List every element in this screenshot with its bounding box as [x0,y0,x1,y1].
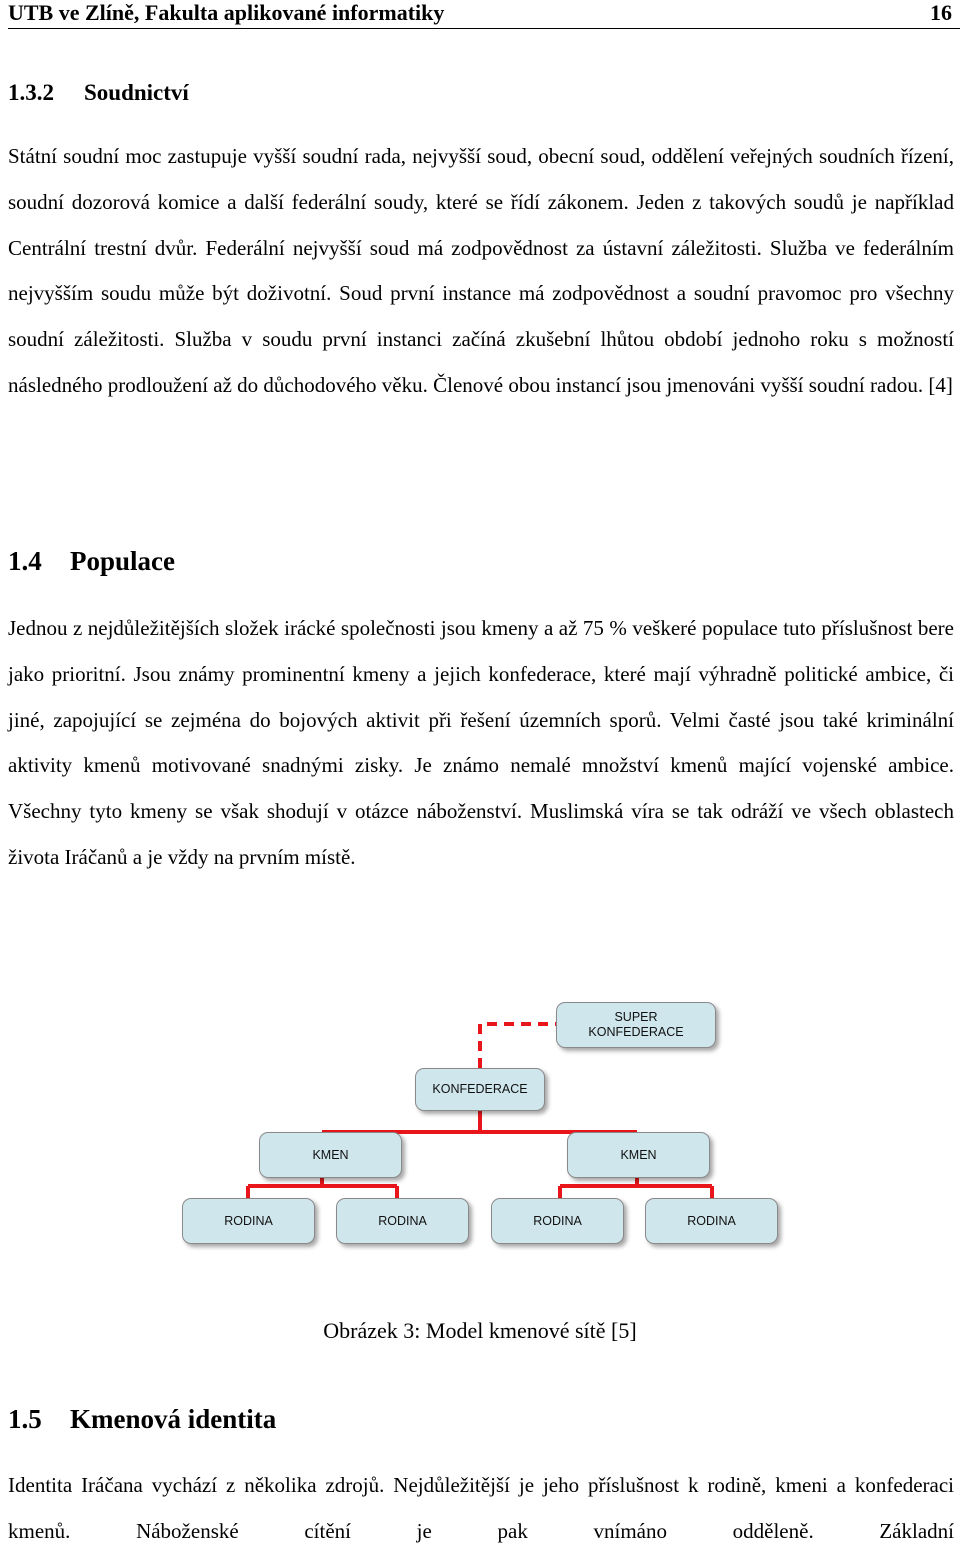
paragraph-populace: Jednou z nejdůležitějších složek irácké společnosti jsou kmeny a až 75 % veškeré populace tuto příslušnost bere jako prioritní. Jsou známy prominentní kmeny a jejich konfederace, které mají výhradně politické ambice, či jiné, zapojující se zejména do bojových aktivit při řešení územních sporů. Velmi časté jsou také kriminální aktivity kmenů motivované snadnými zisky. Je známo nemalé množství kmenů mající vojenské ambice. Všechny tyto kmeny se však shodují v otázce náboženství. Muslimská víra se tak odráží ve všech oblastech života Iráčanů a je vždy na prvním místě. [8,616,954,869]
header-title: UTB ve Zlíně, Fakulta aplikované informatiky [8,0,445,25]
node-label: RODINA [687,1213,736,1228]
node-super-line2: KONFEDERACE [588,1025,684,1039]
section-heading-populace [8,546,175,577]
page-header [8,0,960,29]
node-rodina-4 [645,1198,778,1244]
node-label: RODINA [378,1213,427,1228]
node-konfederace [415,1068,545,1111]
paragraph-kmenova-identita: Identita Iráčana vychází z několika zdrojů. Nejdůležitější je jeho příslušnost k rodině, kmeni a konfederaci kmenů. Náboženské cítění je pak vnímáno odděleně. Základní [8,1473,954,1543]
dashed-link-super-confederation [480,1024,556,1068]
node-super-konfederace [556,1002,716,1048]
diagram-connectors [0,990,960,1250]
section-heading-kmenova-identita [8,1404,276,1435]
page-number: 16 [930,0,952,25]
section-number: 1.5 [8,1404,42,1434]
section-number: 1.4 [8,546,42,576]
node-label: KMEN [620,1147,657,1162]
node-rodina-2 [336,1198,469,1244]
paragraph-soudnictvi: Státní soudní moc zastupuje vyšší soudní rada, nejvyšší soud, obecní soud, oddělení veřejných soudních řízení, soudní dozorová komice a další federální soudy, které se řídí zákonem. Jeden z takových soudů je například Centrální trestní dvůr. Federální nejvyšší soud má zodpovědnost za ústavní záležitosti. Služba ve federálním nejvyšším soudu může být doživotní. Soud první instance má zodpovědnost a soudní pravomoc pro všechny soudní záležitosti. Služba v soudu první instanci začíná zkušební lhůtou období jednoho roku s možností následného prodloužení až do důchodového věku. Členové obou instancí jsou jmenováni vyšší soudní radou. [4] [8,144,954,397]
node-kmen-left [259,1132,402,1178]
node-rodina-1 [182,1198,315,1244]
node-rodina-3 [491,1198,624,1244]
section-number: 1.3.2 [8,80,54,105]
section-title: Populace [70,546,175,576]
node-label: KONFEDERACE [432,1082,528,1096]
node-label: RODINA [533,1213,582,1228]
section-title: Soudnictví [84,80,189,105]
figure-caption: Obrázek 3: Model kmenové sítě [5] [323,1318,637,1343]
node-super-line1: SUPER [614,1010,658,1024]
section-heading-soudnictvi [8,80,189,106]
section-title: Kmenová identita [70,1404,277,1434]
node-kmen-right [567,1132,710,1178]
node-label: KMEN [312,1147,349,1162]
node-label: RODINA [224,1213,273,1228]
